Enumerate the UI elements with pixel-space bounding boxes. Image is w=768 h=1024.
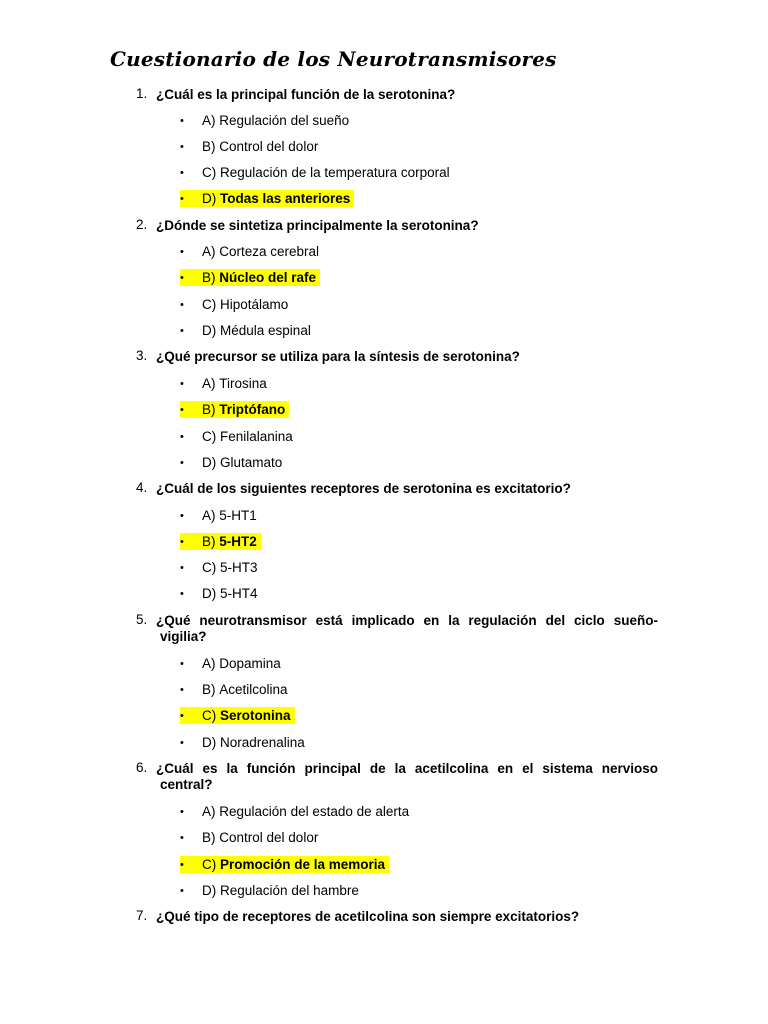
option-text: Control del dolor (219, 830, 319, 845)
option-text: Acetilcolina (219, 682, 288, 697)
option-text: Dopamina (219, 656, 281, 671)
option-c (180, 164, 450, 181)
option-text: Hipotálamo (220, 297, 289, 312)
option-letter: C) (202, 560, 217, 575)
page-title: Cuestionario de los Neurotransmisores (110, 47, 557, 71)
option-b (180, 138, 318, 155)
option-text: Corteza cerebral (219, 244, 320, 259)
question-number: 4. (136, 480, 148, 495)
option-letter: A) (202, 376, 216, 391)
bullet-icon: • (180, 587, 184, 600)
option-text: Médula espinal (220, 323, 311, 338)
bullet-icon: • (180, 858, 184, 871)
option-text: Todas las anteriores (220, 191, 351, 206)
option-letter: D) (202, 735, 217, 750)
option-letter: D) (202, 455, 217, 470)
bullet-icon: • (180, 709, 184, 722)
option-c-correct-answer (180, 707, 295, 724)
option-text: Regulación del hambre (220, 883, 359, 898)
option-d (180, 454, 282, 471)
question-text: ¿Dónde se sintetiza principalmente la serotonina? (156, 218, 479, 233)
bullet-icon: • (180, 271, 184, 284)
option-letter: C) (202, 429, 217, 444)
option-a (180, 655, 281, 672)
question-text-continuation: central? (160, 777, 213, 792)
option-c (180, 296, 288, 313)
option-d (180, 585, 258, 602)
question-text: ¿Cuál es la principal función de la serotonina? (156, 87, 456, 102)
bullet-icon: • (180, 114, 184, 127)
bullet-icon: • (180, 430, 184, 443)
question-number: 5. (136, 612, 148, 627)
option-letter: B) (202, 139, 216, 154)
option-letter: D) (202, 586, 217, 601)
option-text: Control del dolor (219, 139, 319, 154)
bullet-icon: • (180, 736, 184, 749)
option-b-correct-answer (180, 533, 261, 550)
bullet-icon: • (180, 403, 184, 416)
question-number: 2. (136, 217, 148, 232)
option-text: Triptófano (219, 402, 286, 417)
bullet-icon: • (180, 140, 184, 153)
bullet-icon: • (180, 324, 184, 337)
question-text: ¿Cuál de los siguientes receptores de serotonina es excitatorio? (156, 481, 571, 496)
question-text: ¿Cuál es la función principal de la acetilcolina en el sistema nervioso (156, 761, 658, 776)
option-letter: B) (202, 270, 216, 285)
option-text: Regulación de la temperatura corporal (220, 165, 450, 180)
bullet-icon: • (180, 166, 184, 179)
option-c (180, 559, 258, 576)
bullet-icon: • (180, 805, 184, 818)
option-text: Serotonina (220, 708, 291, 723)
option-letter: B) (202, 830, 216, 845)
option-letter: B) (202, 534, 216, 549)
option-letter: B) (202, 402, 216, 417)
option-letter: C) (202, 165, 217, 180)
option-letter: A) (202, 804, 216, 819)
question-number: 3. (136, 348, 148, 363)
bullet-icon: • (180, 192, 184, 205)
option-text: Promoción de la memoria (220, 857, 386, 872)
question-number: 1. (136, 86, 148, 101)
bullet-icon: • (180, 657, 184, 670)
option-d (180, 882, 359, 899)
option-text: Noradrenalina (220, 735, 305, 750)
bullet-icon: • (180, 298, 184, 311)
option-b-correct-answer (180, 401, 289, 418)
option-letter: C) (202, 297, 217, 312)
option-letter: A) (202, 508, 216, 523)
option-letter: C) (202, 708, 217, 723)
option-c-correct-answer (180, 856, 389, 873)
option-d-correct-answer (180, 190, 354, 207)
question-text-continuation: vigilia? (160, 629, 207, 644)
bullet-icon: • (180, 535, 184, 548)
bullet-icon: • (180, 831, 184, 844)
option-text: 5-HT4 (220, 586, 258, 601)
option-text: Núcleo del rafe (219, 270, 317, 285)
question-number: 7. (136, 908, 148, 923)
option-c (180, 428, 293, 445)
option-letter: A) (202, 113, 216, 128)
option-d (180, 734, 305, 751)
option-letter: C) (202, 857, 217, 872)
question-text: ¿Qué neurotransmisor está implicado en la regulación del ciclo sueño- (156, 613, 658, 628)
bullet-icon: • (180, 456, 184, 469)
option-letter: B) (202, 682, 216, 697)
bullet-icon: • (180, 377, 184, 390)
bullet-icon: • (180, 561, 184, 574)
option-text: Regulación del estado de alerta (219, 804, 410, 819)
option-text: Glutamato (220, 455, 283, 470)
question-text: ¿Qué tipo de receptores de acetilcolina son siempre excitatorios? (156, 909, 580, 924)
option-d (180, 322, 311, 339)
option-letter: A) (202, 656, 216, 671)
option-letter: A) (202, 244, 216, 259)
option-text: Regulación del sueño (219, 113, 350, 128)
option-a (180, 243, 319, 260)
option-b-correct-answer (180, 269, 320, 286)
question-text: ¿Qué precursor se utiliza para la síntesis de serotonina? (156, 349, 520, 364)
option-text: 5-HT1 (219, 508, 257, 523)
option-a (180, 803, 409, 820)
option-text: 5-HT3 (220, 560, 258, 575)
option-a (180, 375, 267, 392)
bullet-icon: • (180, 683, 184, 696)
option-letter: D) (202, 323, 217, 338)
option-a (180, 507, 257, 524)
bullet-icon: • (180, 245, 184, 258)
option-letter: D) (202, 883, 217, 898)
option-b (180, 681, 288, 698)
bullet-icon: • (180, 509, 184, 522)
option-letter: D) (202, 191, 217, 206)
option-text: Fenilalanina (220, 429, 293, 444)
question-number: 6. (136, 760, 148, 775)
option-text: 5-HT2 (219, 534, 257, 549)
option-a (180, 112, 349, 129)
option-b (180, 829, 318, 846)
bullet-icon: • (180, 884, 184, 897)
option-text: Tirosina (219, 376, 267, 391)
